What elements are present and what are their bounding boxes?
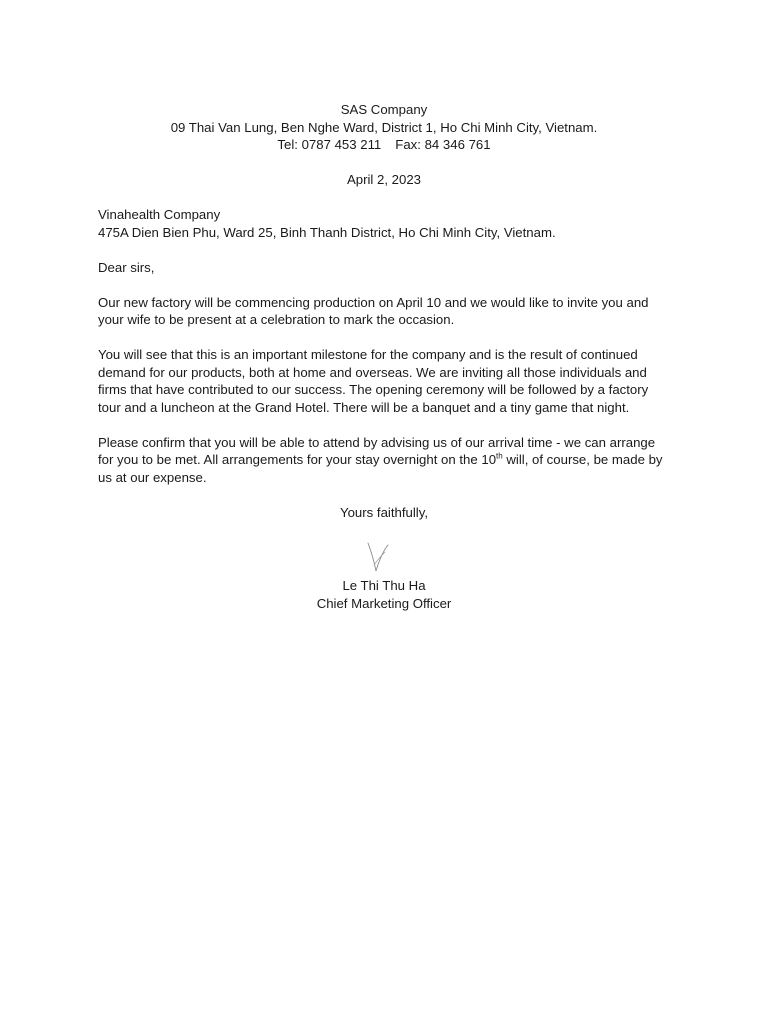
letterhead bbox=[98, 101, 670, 154]
body-paragraph-1: Our new factory will be commencing production on April 10 and we would like to invite you and your wife to be present at a celebration to mark the occasion. bbox=[98, 294, 649, 327]
body-paragraph-3-part-1: Please confirm that you will be able to attend by advising us of our arrival time - we can arrange for you to be met. All arrangements for your stay overnight on the 10 bbox=[98, 434, 656, 467]
ordinal-suffix: th bbox=[496, 451, 503, 461]
recipient-block bbox=[98, 206, 670, 241]
signature-image bbox=[338, 531, 430, 577]
sender-tel: Tel: 0787 453 211 bbox=[277, 137, 382, 152]
closing: Yours faithfully, bbox=[340, 504, 428, 520]
signer-block bbox=[98, 577, 670, 612]
sender-company: SAS Company bbox=[340, 102, 428, 117]
signer-name: Le Thi Thu Ha bbox=[342, 578, 426, 593]
letter-date: April 2, 2023 bbox=[346, 172, 422, 187]
body-paragraph-2: You will see that this is an important milestone for the company and is the result of continued demand for our products, both at home and overseas. We are inviting all those individuals and firms that have contributed to our success. The opening ceremony will be followed by a factory tour and a luncheon at the Grand Hotel. There will be a banquet and a tiny game that night. bbox=[98, 347, 649, 415]
recipient-name: Vinahealth Company bbox=[98, 207, 221, 222]
salutation: Dear sirs, bbox=[98, 259, 155, 275]
sender-contact bbox=[98, 136, 670, 154]
letter bbox=[98, 101, 670, 612]
body-paragraph-3 bbox=[98, 434, 670, 487]
recipient-address: 475A Dien Bien Phu, Ward 25, Binh Thanh District, Ho Chi Minh City, Vietnam. bbox=[98, 224, 556, 240]
sender-address: 09 Thai Van Lung, Ben Nghe Ward, District 1, Ho Chi Minh City, Vietnam. bbox=[170, 119, 598, 135]
signer-title: Chief Marketing Officer bbox=[316, 595, 452, 611]
body-paragraph-3-part-2: will, of course, be made by us at our expense. bbox=[98, 452, 663, 485]
sender-fax: Fax: 84 346 761 bbox=[395, 137, 491, 152]
